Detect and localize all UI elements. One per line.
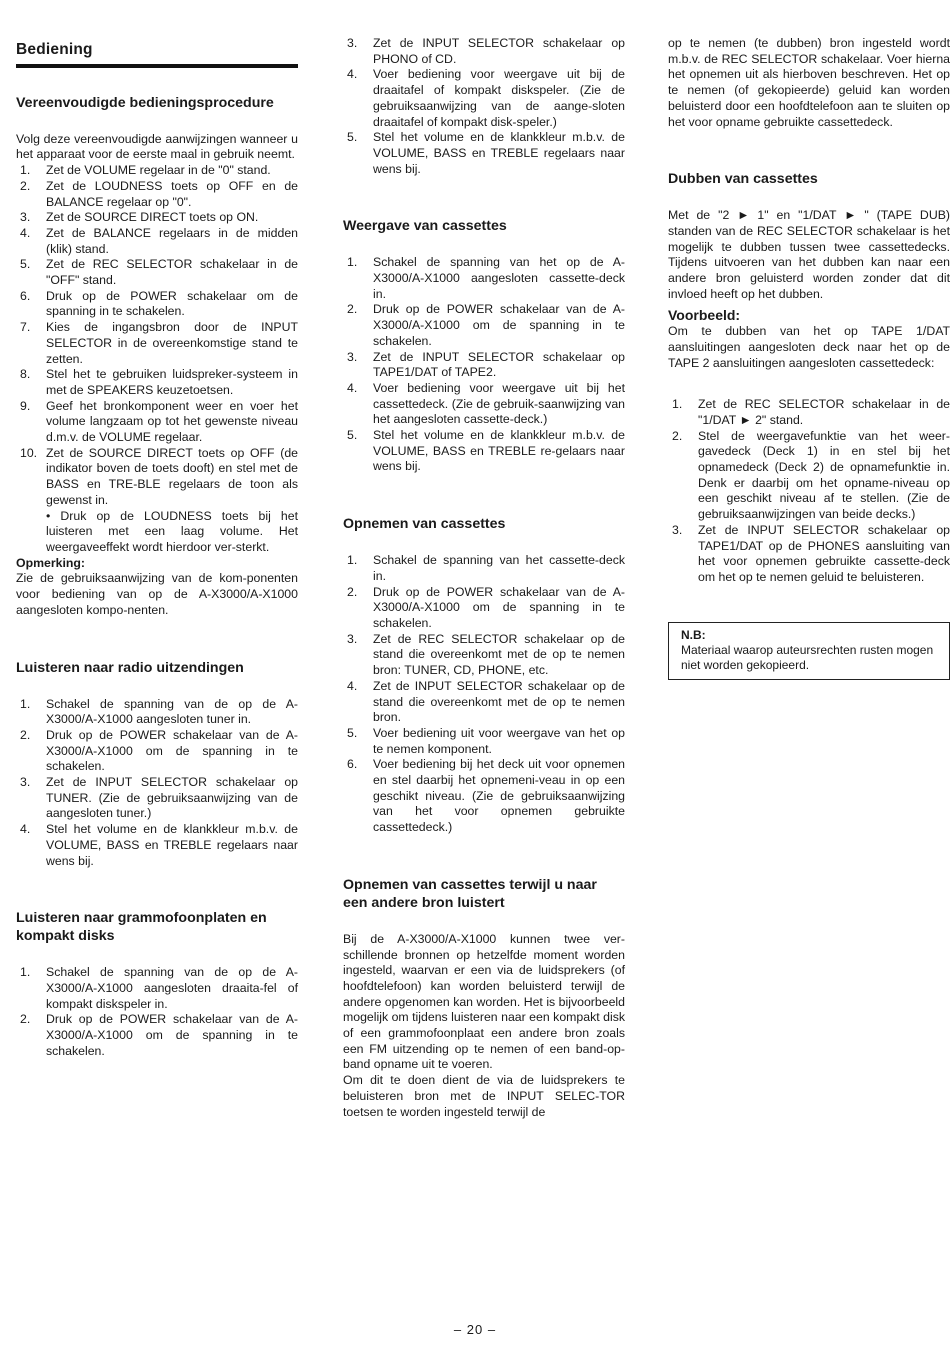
nb-notice-box <box>668 622 950 680</box>
column-2 <box>343 36 625 1120</box>
nb-text: Materiaal waarop auteursrechten rusten mogen niet worden gekopieerd. <box>681 642 934 672</box>
section-heading-radio: Luisteren naar radio uitzendingen <box>16 659 244 676</box>
list-item: 3. Zet de INPUT SELECTOR schakelaar op TAPE1/DAT op de PHONES aansluiting van het voor opnemen gebruikte cassette-deck om het op te nemen geluid te beluisteren. <box>672 522 950 584</box>
section-heading-records-cd: Luisteren naar grammofoonplaten en kompakt disks <box>16 910 267 945</box>
nb-title: N.B: <box>681 627 706 642</box>
intro-paragraph: Volg deze vereenvoudigde aanwijzingen wanneer u het apparaat voor de eerste maal in gebruik neemt. <box>16 131 298 162</box>
list-item: 6. Druk op de POWER schakelaar om de spanning in te schakelen. <box>20 288 298 319</box>
page-title: Bediening <box>16 41 93 58</box>
paragraph: Bij de A-X3000/A-X1000 kunnen twee ver-schillende bronnen op hetzelfde moment worden ingesteld, waarvan er een via de luidsprekers (of hoofdtelefoon) kan worden beluisterd terwijl de andere opgenomen kan worden. Het is bijvoorbeeld mogelijk om tijdens luisteren naar een kompakt disk of een grammofoonplaat een andere bron zoals een FM uitzending op te nemen of een band-op-band opname uit te voeren. <box>343 931 625 1072</box>
title-rule <box>16 64 298 68</box>
list-item: 4. Zet de BALANCE regelaars in de midden (klik) stand. <box>20 225 298 256</box>
paragraph: Met de "2 ► 1" en "1/DAT ► " (TAPE DUB) standen van de REC SELECTOR schakelaar is het mogelijk te dubben tussen twee cassettedecks. Tijdens uitvoeren van het dubben kan naar een andere bron geluisterd worden zonder dat dit invloed heeft op het dubben. <box>668 208 950 301</box>
section-heading-record-while-listening: Opnemen van cassettes terwijl u naar een andere bron luistert <box>343 876 597 911</box>
list-item: 2. Druk op de POWER schakelaar van de A-X3000/A-X1000 om de spanning in te schakelen. <box>347 302 625 348</box>
list-item: 1. Schakel de spanning van het cassette-deck in. <box>347 553 625 583</box>
list-item: 3. Zet de INPUT SELECTOR schakelaar op PHONO of CD. <box>347 36 625 66</box>
example-text: Om te dubben van het op TAPE 1/DAT aansluitingen aangesloten deck naar het op de TAPE 2 aansluitingen aangesloten cassettedeck: <box>668 324 950 370</box>
list-item: 4. Stel het volume en de klankkleur m.b.v. de VOLUME, BASS en TREBLE regelaars naar wens bij. <box>20 822 298 868</box>
playback-steps <box>343 255 625 475</box>
loudness-bullet: • Druk op de LOUDNESS toets bij het luisteren met een laag volume. Het weergaveeffekt wordt hierdoor ver-sterkt. <box>46 508 298 554</box>
list-item: 7. Kies de ingangsbron door de INPUT SELECTOR in de overeenkomstige stand te zetten. <box>20 320 298 366</box>
section-heading-simplified-procedure: Vereenvoudigde bedieningsprocedure <box>16 94 274 111</box>
column-3 <box>668 36 950 680</box>
list-item: 3. Zet de SOURCE DIRECT toets op ON. <box>20 210 259 225</box>
list-item: 1. Schakel de spanning van de op de A-X3000/A-X1000 aangesloten draaita-fel of kompakt diskspeler in. <box>20 965 298 1011</box>
recording-steps <box>343 553 625 836</box>
list-item: 10. Zet de SOURCE DIRECT toets op OFF (de indikator boven de toets dooft) en stel met de BASS en TRE-BLE regelaars de toon als gewenst in. <box>20 445 298 507</box>
list-item: 4. Zet de INPUT SELECTOR schakelaar op de stand die overeenkomt met de op te nemen bron. <box>347 678 625 725</box>
list-item: 4. Voer bediening voor weergave uit bij het cassettedeck. (Zie de gebruik-saanwijzing van het aangesloten cassette-deck.) <box>347 380 625 427</box>
list-item: 2. Druk op de POWER schakelaar van de A-X3000/A-X1000 om de spanning in te schakelen. <box>20 727 298 774</box>
list-item: 5. Voer bediening uit voor weergave van het op te nemen komponent. <box>347 725 625 756</box>
example-label: Voorbeeld: <box>668 307 741 324</box>
list-item: 1. Schakel de spanning van de op de A-X3000/A-X1000 aangesloten tuner in. <box>20 696 298 727</box>
list-item: 3. Zet de INPUT SELECTOR schakelaar op TAPE1/DAT of TAPE2. <box>347 349 625 380</box>
list-item: 8. Stel het te gebruiken luidspreker-systeem in met de SPEAKERS keuzetoetsen. <box>20 367 298 397</box>
section-heading-cassette-playback: Weergave van cassettes <box>343 218 507 235</box>
list-item: 1. Zet de REC SELECTOR schakelaar in de "1/DAT ► 2" stand. <box>672 397 950 427</box>
section-heading-dubbing: Dubben van cassettes <box>668 171 818 188</box>
list-item: 6. Voer bediening bij het deck uit voor opnemen en stel daarbij het opnemeni-veau in op een geschikt niveau. (Zie de gebruiksaanwijzing van het voor opnemen gebruikte cassettedeck.) <box>347 757 625 835</box>
section-heading-recording: Opnemen van cassettes <box>343 516 506 533</box>
list-item: 5. Stel het volume en de klankkleur m.b.v. de VOLUME, BASS en TREBLE re-gelaars naar wens bij. <box>347 428 625 474</box>
column-1 <box>16 36 298 1059</box>
procedure-steps <box>16 163 298 508</box>
note-label: Opmerking: <box>16 555 86 570</box>
records-steps-continued <box>343 36 625 177</box>
note-text: Zie de gebruiksaanwijzing van de kom-ponenten voor bediening van op de A-X3000/A-X1000 aangesloten kompo-nenten. <box>16 571 298 617</box>
paragraph: Om dit te doen dient de via de luidsprekers te beluisteren bron met de INPUT SELEC-TOR toetsen te worden ingesteld terwijl de <box>343 1073 625 1119</box>
list-item: 2. Druk op de POWER schakelaar van de A-X3000/A-X1000 om de spanning in te schakelen. <box>20 1012 298 1058</box>
list-item: 4. Voer bediening voor weergave uit bij de draaitafel of kompakt diskspeler. (Zie de gebruiksaanwijzing van de aange-sloten draaitafel of kompakt disk-speler.) <box>347 67 625 129</box>
paragraph: op te nemen (te dubben) bron ingesteld wordt m.b.v. de REC SELECTOR schakelaar. Voer hierna het opnemen uit als hierboven beschreven. Het op te nemen (of gekopieerde) geluid kan worden beluisterd door een hoofdtelefoon aan te sluiten op het voor opname gebruikte cassettedeck. <box>668 36 950 129</box>
list-item: 2. Stel de weergavefunktie van het weer-gavedeck (Deck 1) in en stel bij het opnamedeck (Deck 2) de opnamefunktie in. Denk er daarbij om het opname-niveau op een geschikt niveau af te stellen. (Zie de gebruiksaanwijzingen van beide decks.) <box>672 428 950 522</box>
dubbing-steps <box>668 397 950 585</box>
radio-steps <box>16 697 298 870</box>
list-item: 1. Zet de VOLUME regelaar in de "0" stand. <box>20 163 271 178</box>
list-item: 2. Zet de LOUDNESS toets op OFF en de BALANCE regelaar op "0". <box>20 178 298 209</box>
list-item: 5. Zet de REC SELECTOR schakelaar in de "OFF" stand. <box>20 257 298 288</box>
list-item: 3. Zet de INPUT SELECTOR schakelaar op TUNER. (Zie de gebruiksaanwijzing van de aangesloten tuner.) <box>20 775 298 821</box>
list-item: 9. Geef het bronkomponent weer en voer het volume langzaam op tot het gewenste niveau d.m.v. de VOLUME regelaar. <box>20 398 298 445</box>
records-steps <box>16 965 298 1059</box>
list-item: 2. Druk op de POWER schakelaar van de A-X3000/A-X1000 om de spanning in te schakelen. <box>347 584 625 630</box>
page-number: – 20 – <box>453 1322 497 1337</box>
list-item: 1. Schakel de spanning van het op de A-X3000/A-X1000 aangesloten cassette-deck in. <box>347 255 625 301</box>
list-item: 3. Zet de REC SELECTOR schakelaar op de stand die overeenkomt met de op te nemen bron: TUNER, CD, PHONE, etc. <box>347 631 625 678</box>
list-item: 5. Stel het volume en de klankkleur m.b.v. de VOLUME, BASS en TREBLE regelaars naar wens bij. <box>347 130 625 176</box>
